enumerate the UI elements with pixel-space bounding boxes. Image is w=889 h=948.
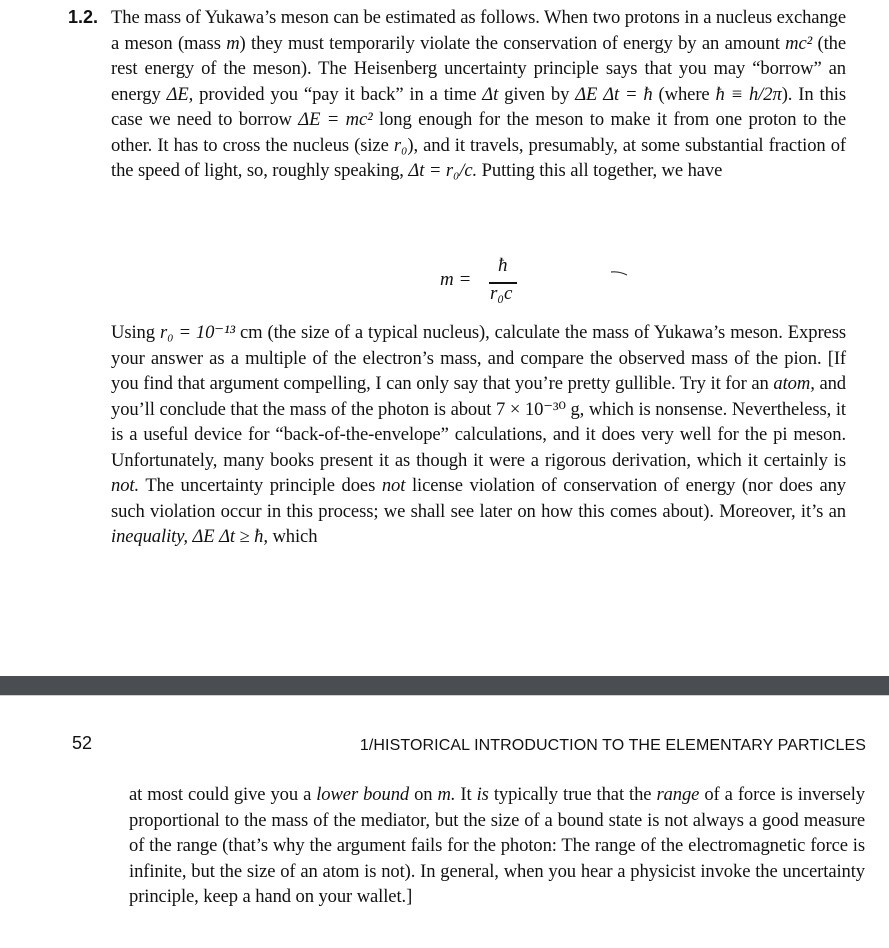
math-uncertainty-relation: ΔE Δt = ħ	[575, 83, 653, 105]
emphasis-atom: atom,	[773, 373, 815, 394]
emphasis-inequality: inequality,	[111, 526, 188, 547]
text-run: ), and it travels, presumably, at some substantial fraction of the speed of light, so, roughly speaking,	[111, 134, 846, 181]
text-run: of a force is inversely proportional to the mass of the mediator, but the size of a bound state is not always a good measure of the range (that’s why the argument fails for the photon: The range of the electromagnetic force is infinite, but the size of an atom is not). In general, when you hear a physicist invoke the uncertainty principle, keep a hand on your wallet.]	[129, 784, 866, 907]
emphasis-range: range	[656, 784, 700, 805]
text-run: The mass of Yukawa’s meson can be estimated as follows. When two protons in a nucleus exchange a meson (mass	[111, 7, 846, 54]
math-m: m.	[437, 784, 456, 805]
emphasis-not: not	[381, 475, 406, 496]
math-delta-e-equation: ΔE = mc²	[298, 109, 373, 130]
text-run: at most could give you a	[129, 784, 317, 805]
text-run: provided you “pay it back” in a time	[193, 83, 483, 105]
math-r0-value: r₀ = 10⁻¹³	[159, 322, 235, 343]
math-delta-t: Δt	[482, 83, 499, 105]
math-delta-t-equation: Δt = r₀/c.	[408, 160, 478, 181]
text-run: on	[409, 784, 438, 805]
text-run: (where	[652, 83, 716, 105]
math-inequality: ΔE Δt ≥ ħ,	[192, 526, 268, 547]
text-run: cm (the size of a typical nucleus), calculate the mass of Yukawa’s meson. Express your answer as a multiple of the electron’s mass, and compare the observed mass of the pion. [If you find that argument compelling, I can only say that you’re pretty gullible. Try it for an	[111, 322, 846, 394]
continuation-paragraph	[129, 782, 865, 910]
problem-paragraph-1	[111, 5, 846, 184]
text-run: given by	[498, 83, 576, 105]
text-run: It	[455, 784, 477, 805]
emphasis-is: is	[476, 784, 489, 805]
page-gap	[0, 695, 889, 716]
text-run: Putting this all together, we have	[477, 160, 723, 181]
math-delta-e: ΔE,	[166, 83, 194, 105]
math-r0: r₀	[393, 134, 408, 156]
text-run: (the rest energy of the meson). The Heisenberg uncertainty principle says that you may “borrow” an energy	[111, 32, 846, 105]
equation-numerator: ħ	[498, 255, 508, 276]
text-run: and you’ll conclude that the mass of the photon is about 7 × 10⁻³⁰ g, which is nonsense. Nevertheless, it is a useful device for “back-of-the-envelope” calculations, and it does very well for the pi meson. Unfortunately, many books present it as though it were a rigorous derivation, which it certainly is	[111, 373, 846, 471]
problem-paragraph-2	[111, 320, 846, 550]
text-run: ) they must temporarily violate the conservation of energy by an amount	[239, 32, 786, 54]
stray-pen-mark	[610, 270, 628, 276]
problem-number: 1.2.	[68, 7, 99, 27]
text-run: The uncertainty principle does	[139, 475, 382, 496]
display-equation	[440, 252, 530, 308]
emphasis-lower-bound: lower bound	[316, 784, 410, 805]
text-run: Using	[111, 322, 160, 343]
page-number: 52	[72, 733, 93, 753]
text-run: which	[267, 526, 318, 547]
running-head: 1/HISTORICAL INTRODUCTION TO THE ELEMENTARY PARTICLES	[359, 737, 866, 754]
math-m: m	[226, 32, 240, 54]
math-hbar-definition: ħ ≡ h/2π	[715, 83, 782, 105]
text-run: long enough for the meson to make it from one proton to the other. It has to cross the nucleus (size	[111, 109, 846, 156]
equation-lhs: m =	[440, 269, 472, 290]
text-run: typically true that the	[488, 784, 657, 805]
page-divider	[0, 676, 889, 695]
text-run: ). In this case we need to borrow	[111, 83, 846, 130]
math-mc2: mc²	[785, 32, 813, 54]
text-run: license violation of conservation of energy (nor does any such violation occur in this process; we shall see later on how this comes about). Moreover, it’s an	[111, 475, 846, 522]
equation-denominator: r₀c	[490, 283, 513, 304]
emphasis-not: not.	[111, 475, 140, 496]
